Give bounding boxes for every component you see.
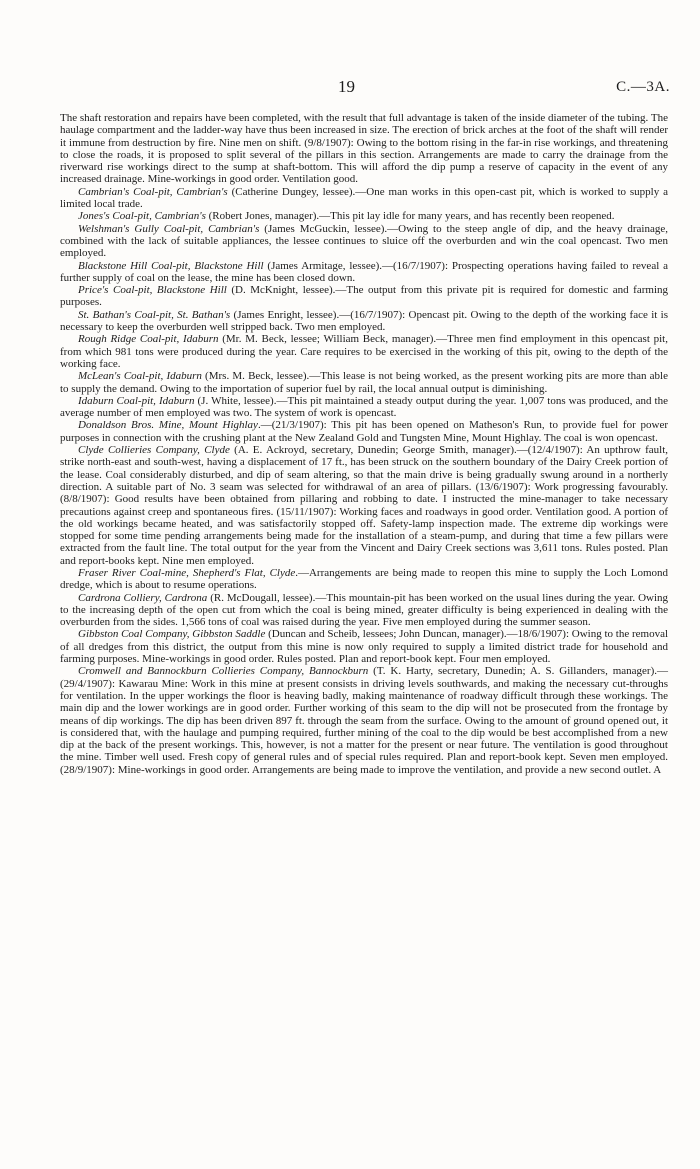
paragraph-idaburn-coal-pit: Idaburn Coal-pit, Idaburn (J. White, lessee).—This pit maintained a steady output during the year. 1,007 tons was produced, and the average number of men employed was two. The system of work is opencast.	[60, 394, 668, 420]
report-body	[60, 112, 668, 776]
paragraph-fraser-river: Fraser River Coal-mine, Shepherd's Flat, Clyde.—Arrangements are being made to reopen this mine to supply the Loch Lomond dredge, which is about to resume operations.	[60, 566, 668, 592]
paragraph-cromwell-bannockburn: Cromwell and Bannockburn Collieries Company, Bannockburn (T. K. Harty, secretary, Dunedin; A. S. Gillanders, manager).—(29/4/1907): Kawarau Mine: Work in this mine at present consists in driving levels southwards, and making the necessary cut-throughs for ventilation. In the upper workings the floor is heaving badly, making maintenance of roadway difficult through these workings. The main dip and the lower workings are in good order. Further working of this seam to the dip will not be prosecuted from the frontage by means of dip workings. The dip has been driven 897 ft. through the seam from the surface. Owing to the amount of ground opened out, it is considered that, with the haulage and pumping required, further mining of the coal to the dip would be best accomplished from a new dip at the back of the present workings. This, however, is not a matter for the present or near future. The ventilation is good throughout the mine. Timber well used. Fresh copy of general rules and of special rules required. Plan and report-book kept. Seven men employed. (28/9/1907): Mine-workings in good order. Arrangements are being made to improve the ventilation, and provide a new second outlet. A	[60, 665, 669, 776]
paragraph-welshmans-gully: Welshman's Gully Coal-pit, Cambrian's (James McGuckin, lessee).—Owing to the steep angle of dip, and the heavy drainage, combined with the lack of suitable appliances, the lessee continues to sluice off the overburden and win the coal opencast. Two men employed.	[60, 222, 668, 260]
paragraph-jones-coal-pit: Jones's Coal-pit, Cambrian's (Robert Jones, manager).—This pit lay idle for many years, and has recently been reopened.	[78, 210, 615, 223]
paragraph-st-bathans: St. Bathan's Coal-pit, St. Bathan's (James Enright, lessee).—(16/7/1907): Opencast pit. Owing to the depth of the working face it is necessary to keep the overburden well stripped back. Two men employed.	[60, 308, 668, 334]
paragraph-blackstone-hill: Blackstone Hill Coal-pit, Blackstone Hill (James Armitage, lessee).—(16/7/1907): Prospecting operations having failed to reveal a further supply of coal on the lease, the mine has been closed down.	[60, 259, 668, 284]
document-reference: C.—3A.	[616, 79, 670, 95]
paragraph-rough-ridge: Rough Ridge Coal-pit, Idaburn (Mr. M. Beck, lessee; William Beck, manager).—Three men find employment in this opencast pit, from which 981 tons were produced during the year. Care requires to be exercised in the working of this pit, owing to the depth of the working face.	[60, 333, 668, 370]
paragraph-gibbston-coal: Gibbston Coal Company, Gibbston Saddle (Duncan and Scheib, lessees; John Duncan, manager).—18/6/1907): Owing to the removal of all dredges from this district, the output from this mine is now only required to supply a limited district trade for household and farming purposes. Mine-workings in good order. Rules posted. Plan and report-book kept. Four men employed.	[60, 628, 669, 666]
paragraph-mcleans-coal-pit: McLean's Coal-pit, Idaburn (Mrs. M. Beck, lessee).—This lease is not being worked, as the present working pits are more than able to supply the demand. Owing to the importation of superior fuel by rail, the local annual output is diminishing.	[60, 370, 668, 395]
paragraph-cambrians-coal-pit: Cambrian's Coal-pit, Cambrian's (Catherine Dungey, lessee).—One man works in this open-cast pit, which is worked to supply a limited local trade.	[60, 185, 668, 211]
paragraph-shaft-restoration: The shaft restoration and repairs have been completed, with the result that full advantage is taken of the inside diameter of the tubing. The haulage compartment and the ladder-way have thus been increased in size. The erection of brick arches at the foot of the shaft will render it immune from destruction by fire. Nine men on shift. (9/8/1907): Owing to the bottom rising in the far-in rise workings, and threatening to close the roads, it is proposed to split several of the pillars in this section. Arrangements are made to carry the drainage from the riverward rise workings direct to the sump at shaft-bottom. This will afford the dip pump a reserve of capacity in the event of any increased drainage. Mine-workings in good order. Ventilation good.	[60, 112, 668, 186]
paragraph-prices-coal-pit: Price's Coal-pit, Blackstone Hill (D. McKnight, lessee).—The output from this private pit is required for domestic and farming purposes.	[60, 284, 668, 309]
paragraph-donaldson-bros: Donaldson Bros. Mine, Mount Highlay.—(21/3/1907): This pit has been opened on Matheson's Run, to provide fuel for power purposes in connection with the crushing plant at the New Zealand Gold and Tungsten Mine, Mount Highlay. The coal is won opencast.	[60, 419, 669, 444]
page-number: 19	[338, 77, 355, 96]
paragraph-clyde-collieries: Clyde Collieries Company, Clyde (A. E. Ackroyd, secretary, Dunedin; George Smith, manager).—(12/4/1907): An upthrow fault, strike north-east and south-west, having a displacement of 17 ft., has been struck on the southern boundary of the Dairy Creek portion of the lease. Coal considerably disturbed, and dip of seam altering, so that the main drive is being gradually swung around in a northerly direction. A suitable part of No. 3 seam was selected for withdrawal of an area of pillars. (13/6/1907): Work progressing favourably. (8/8/1907): Good results have been obtained from pillaring and robbing to date. I instructed the mine-manager to take necessary precautions against creep and spontaneous fires. (15/11/1907): Working faces and roadways in good order. Ventilation good. A portion of the old workings became heated, and was satisfactorily stopped off. Safety-lamp inspection made. The extreme dip workings were stopped for some time pending arrangements being made for the installation of a steam-pump, and during that time a few pillars were extracted from the fault line. The total output for the year from the Vincent and Dairy Creek sections was 3,611 tons. Rules posted. Plan and report-books kept. Nine men employed.	[60, 444, 669, 567]
paragraph-cardrona-colliery: Cardrona Colliery, Cardrona (R. McDougall, lessee).—This mountain-pit has been worked on the usual lines during the year. Owing to the increasing depth of the open cut from which the coal is being mined, greater difficulty is being experienced in dealing with the overburden from the sides. 1,566 tons of coal was raised during the year. Five men employed during the summer season.	[60, 591, 669, 629]
